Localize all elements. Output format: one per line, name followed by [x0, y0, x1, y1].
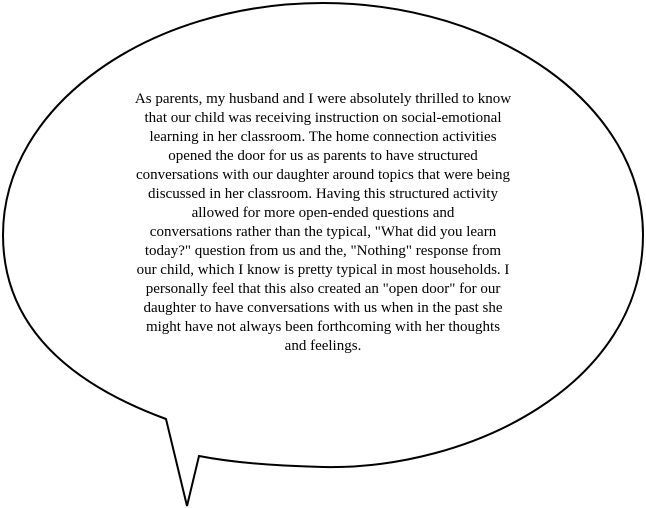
quote-line: that our child was receiving instruction on social-emotional — [144, 110, 502, 126]
testimonial-quote — [102, 90, 544, 356]
quote-line: opened the door for us as parents to have structured — [168, 148, 478, 164]
quote-line: learning in her classroom. The home connection activities — [149, 129, 497, 145]
quote-line: today?" question from us and the, "Nothing" response from — [144, 243, 502, 259]
quote-line: allowed for more open-ended questions and — [191, 205, 455, 221]
quote-line: might have not always been forthcoming with her thoughts — [145, 319, 501, 335]
quote-line: conversations with our daughter around topics that were being — [135, 167, 511, 183]
quote-line: our child, which I know is pretty typical in most households. I — [136, 262, 510, 278]
quote-line: daughter to have conversations with us when in the past she — [143, 300, 503, 316]
quote-line: conversations rather than the typical, "What did you learn — [149, 224, 497, 240]
quote-line: and feelings. — [284, 338, 362, 354]
quote-line: personally feel that this also created an "open door" for our — [145, 281, 501, 297]
quote-line: As parents, my husband and I were absolutely thrilled to know — [134, 91, 512, 107]
quote-line: discussed in her classroom. Having this structured activity — [148, 186, 498, 202]
